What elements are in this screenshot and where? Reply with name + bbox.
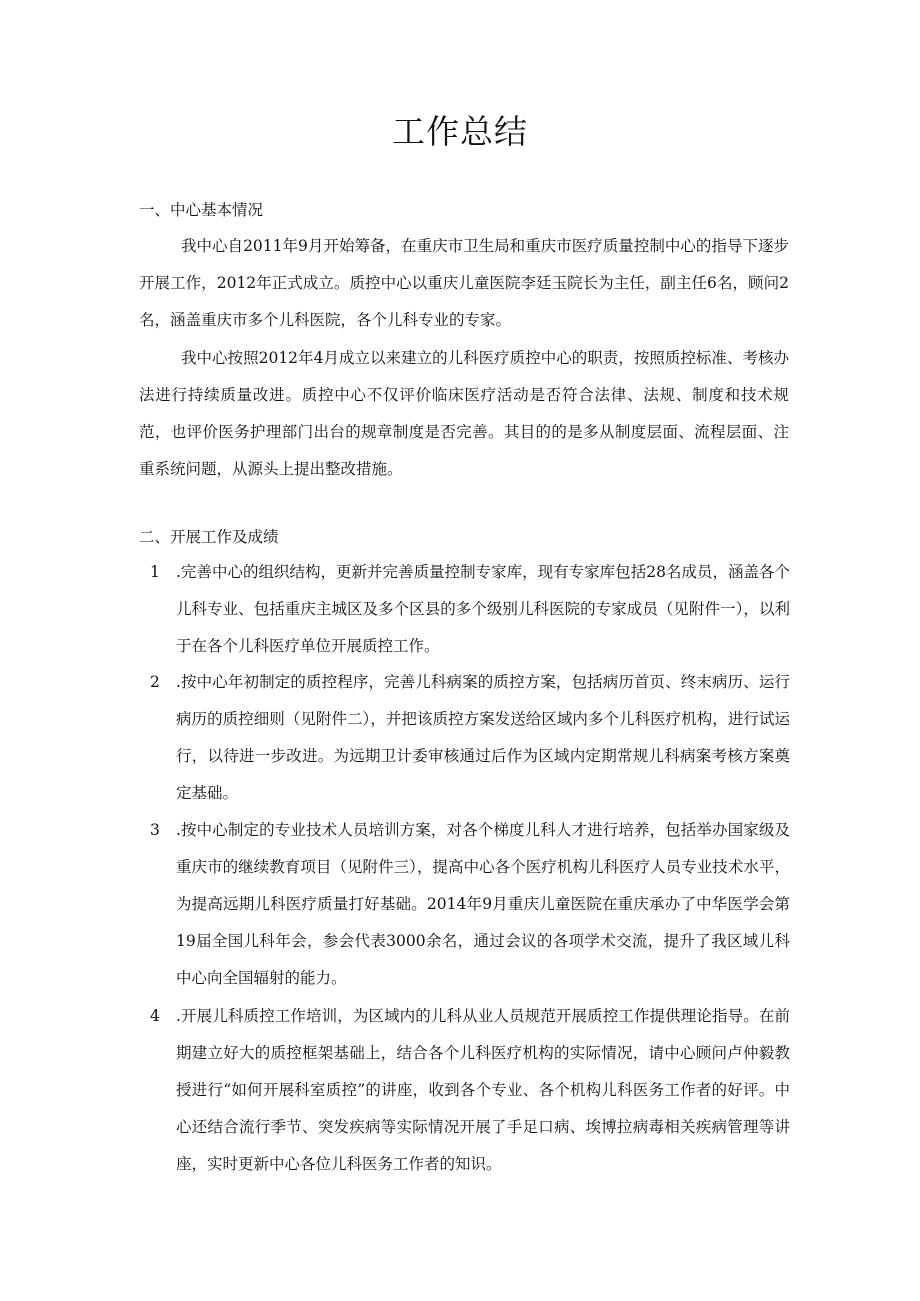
page-title: 工作总结 — [392, 112, 528, 151]
list-item-number: 4 — [150, 1007, 160, 1025]
list-item-text: .完善中心的组织结构，更新并完善质量控制专家库，现有专家库包括28名成员，涵盖各个儿科专业、包括重庆主城区及多个区县的多个级别儿科医院的专家成员（见附件一），以利于在各个儿科医疗单位开展质控工作。 — [176, 563, 790, 655]
list-item-text: .开展儿科质控工作培训，为区域内的儿科从业人员规范开展质控工作提供理论指导。在前期建立好大的质控框架基础上，结合各个儿科医疗机构的实际情况，请中心顾问卢仲毅教授进行“如何开展科室质控”的讲座，收到各个专业、各个机构儿科医务工作者的好评。中心还结合流行季节、突发疾病等实际情况开展了手足口病、埃博拉病毒相关疾病管理等讲座，实时更新中心各位儿科医务工作者的知识。 — [176, 1007, 790, 1173]
section-heading-work-results: 二、开展工作及成绩 — [139, 528, 279, 546]
section-heading-basic-info: 一、中心基本情况 — [139, 201, 264, 219]
paragraph-center-founding: 我中心自2011年9月开始筹备，在重庆市卫生局和重庆市医疗质量控制中心的指导下逐步开展工作，2012年正式成立。质控中心以重庆儿童医院李廷玉院长为主任，副主任6名，顾问2名，涵盖重庆市多个儿科医院，各个儿科专业的专家。 — [139, 237, 789, 329]
list-item-text: .按中心年初制定的质控程序，完善儿科病案的质控方案，包括病历首页、终末病历、运行病历的质控细则（见附件二），并把该质控方案发送给区域内多个儿科医疗机构，进行试运行，以待进一步改进。为远期卫计委审核通过后作为区域内定期常规儿科病案考核方案奠定基础。 — [176, 673, 790, 802]
paragraph-center-duties: 我中心按照2012年4月成立以来建立的儿科医疗质控中心的职责，按照质控标准、考核办法进行持续质量改进。质控中心不仅评价临床医疗活动是否符合法律、法规、制度和技术规范，也评价医务护理部门出台的规章制度是否完善。其目的的是多从制度层面、流程层面、注重系统问题，从源头上提出整改措施。 — [139, 349, 789, 478]
list-item-number: 2 — [150, 673, 160, 691]
list-item-number: 1 — [150, 563, 160, 581]
list-item-text: .按中心制定的专业技术人员培训方案，对各个梯度儿科人才进行培养，包括举办国家级及重庆市的继续教育项目（见附件三），提高中心各个医疗机构儿科医疗人员专业技术水平，为提高远期儿科医疗质量打好基础。2014年9月重庆儿童医院在重庆承办了中华医学会第19届全国儿科年会，参会代表3000余名，通过会议的各项学术交流，提升了我区域儿科中心向全国辐射的能力。 — [176, 821, 790, 987]
list-item-number: 3 — [150, 821, 160, 839]
